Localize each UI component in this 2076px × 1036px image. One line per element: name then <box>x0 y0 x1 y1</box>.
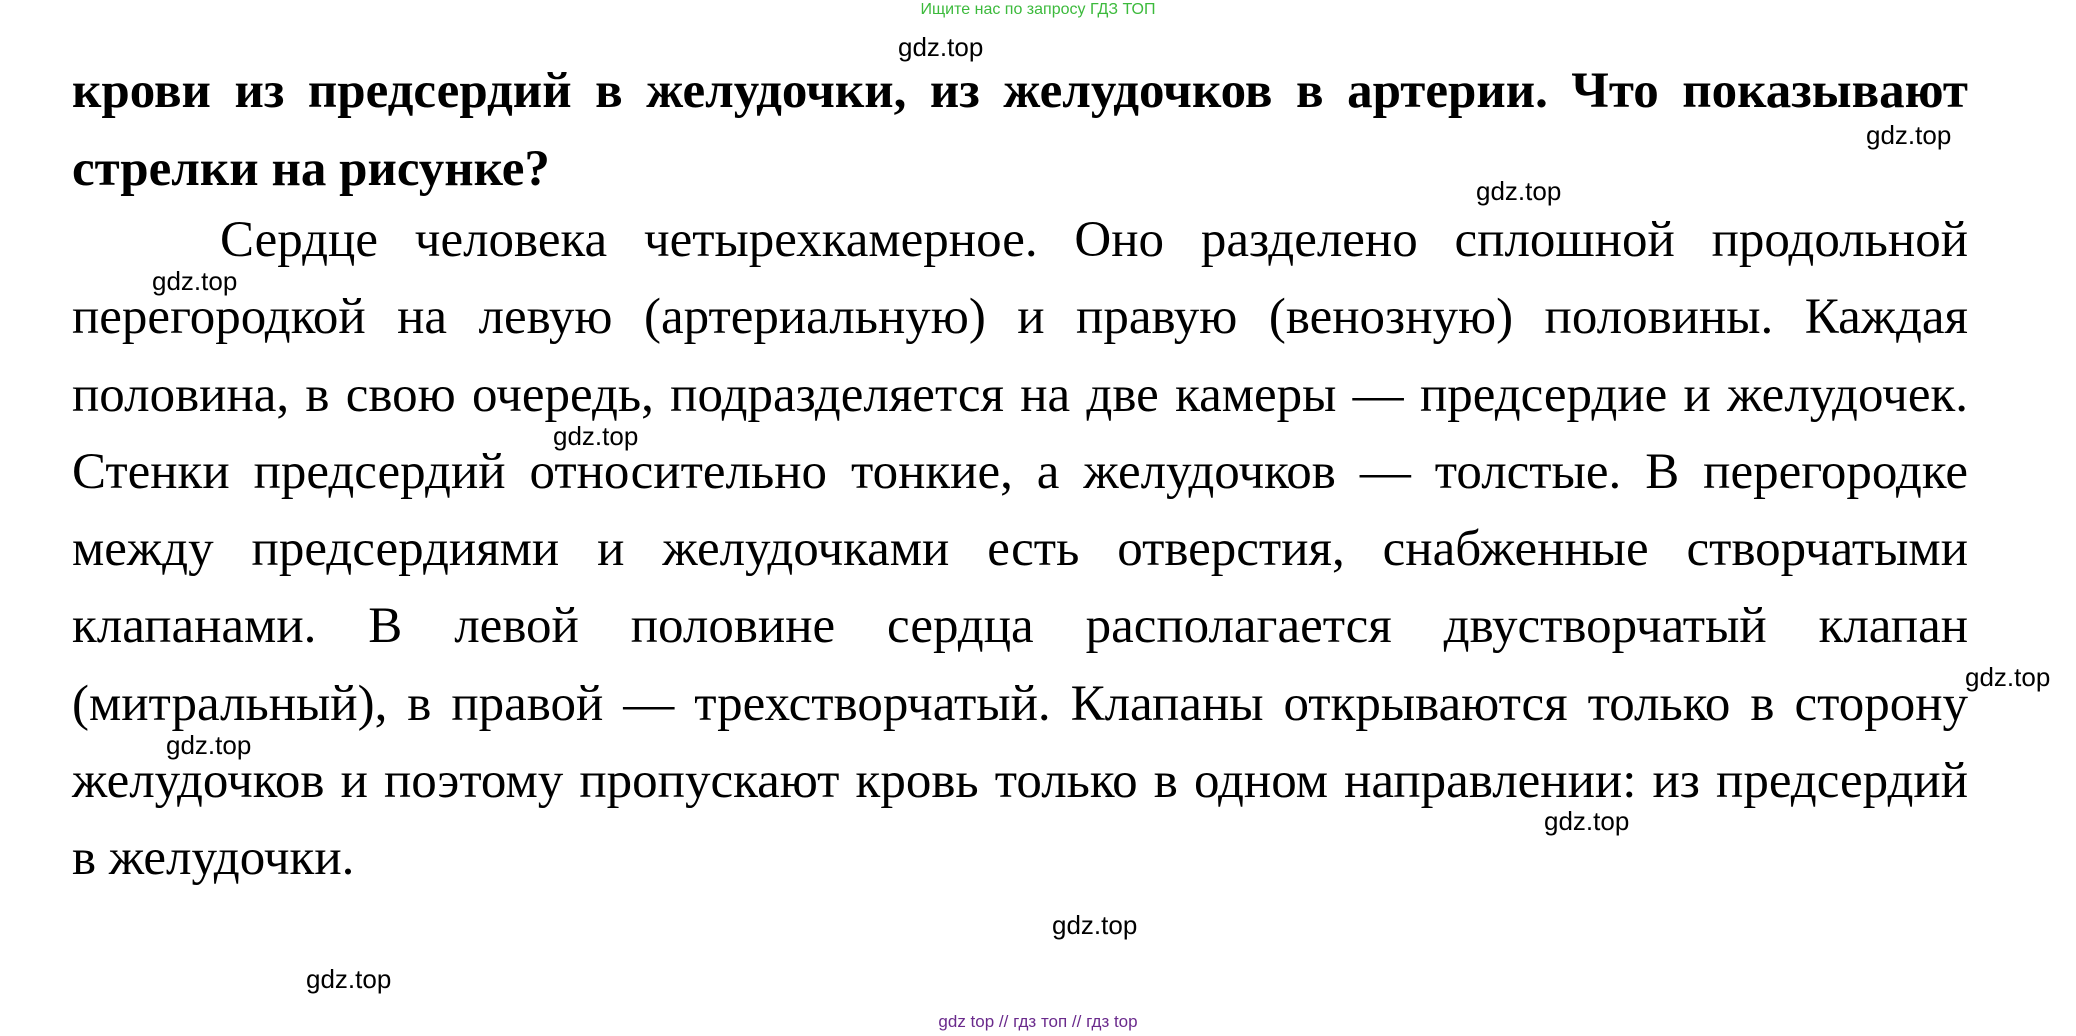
search-hint-banner: Ищите нас по запросу ГДЗ ТОП <box>920 1 1156 18</box>
watermark: gdz.top <box>1544 806 1630 836</box>
watermark: gdz.top <box>1965 662 2051 692</box>
watermark: gdz.top <box>1476 176 1562 206</box>
question-text: крови из предсердий в желудочки, из желудочков в артерии. Что показывают стрелки на рисунке? <box>72 63 1968 197</box>
watermark: gdz.top <box>898 32 984 62</box>
watermark: gdz.top <box>306 964 392 994</box>
footer-links: gdz top // гдз топ // гдз top <box>938 1012 1138 1031</box>
watermark: gdz.top <box>1866 120 1952 150</box>
watermark: gdz.top <box>1052 910 1138 940</box>
answer-text: Сердце человека четырехкамерное. Оно разделено сплошной продольной перегородкой на левую (артериальную) и правую (венозную) половины. Каждая половина, в свою очередь, подразделяется на две камеры — предсердие и желудочек. Стенки предсердий относительно тонкие, а желудочков — толстые. В перегородке между предсердиями и желудочками есть отверстия, снабженные створчатыми клапанами. В левой половине сердца располагается двустворчатый клапан (митральный), в правой — трехстворчатый. Клапаны открываются только в сторону желудочков и поэтому пропускают кровь только в одном направлении: из предсердий в желудочки. <box>72 212 1968 887</box>
watermark: gdz.top <box>553 421 639 451</box>
watermark: gdz.top <box>166 730 252 760</box>
watermark: gdz.top <box>152 266 238 296</box>
